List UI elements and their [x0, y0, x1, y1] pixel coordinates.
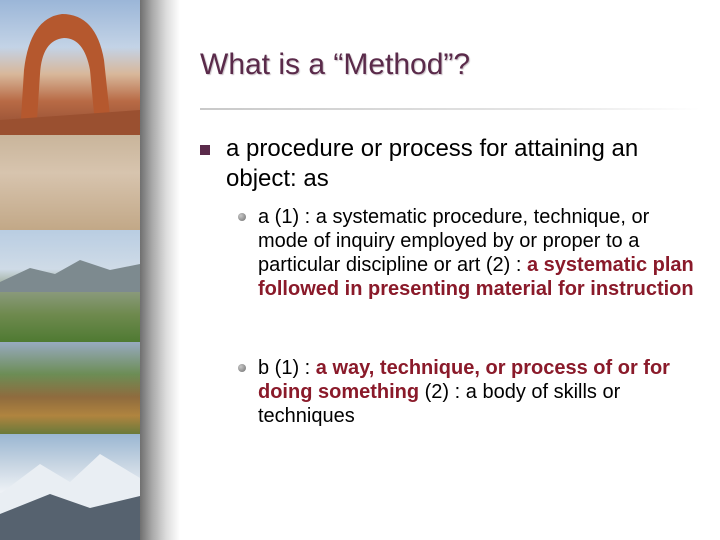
sub-bullet-b-tail: (2) : a body of skills or techniques: [258, 381, 621, 427]
strip-shadow: [140, 0, 180, 540]
square-bullet-icon: [200, 145, 210, 155]
sub-bullet-b-highlight: a way, technique, or process of or for doing something: [258, 357, 670, 403]
sub-bullet-a-highlight: a systematic plan followed in presenting material for instruction: [258, 254, 694, 300]
sub-bullet-a: [258, 205, 698, 301]
title-divider: [200, 108, 700, 110]
round-bullet-icon: [238, 364, 246, 372]
snow-mountain-photo: [0, 434, 140, 540]
left-photo-strip: [0, 0, 140, 540]
sub-bullet-b: [258, 356, 698, 428]
canyon-photo: [0, 135, 140, 230]
sub-bullet-a-text: a (1) : a systematic procedure, technique, or mode of inquiry employed by or proper to a particular discipline or art (2) :: [258, 206, 650, 276]
snow-peak-graphic: [0, 434, 140, 540]
autumn-hills-photo: [0, 342, 140, 434]
arch-photo: [0, 0, 140, 135]
mountain-graphic: [0, 230, 140, 342]
round-bullet-icon: [238, 213, 246, 221]
meadow-photo: [0, 230, 140, 342]
slide-title: What is a “Method”?: [200, 48, 471, 81]
sub-bullet-b-text: b (1) :: [258, 357, 316, 379]
main-bullet-text: a procedure or process for attaining an object: as: [226, 135, 639, 192]
arch-graphic: [0, 0, 140, 135]
